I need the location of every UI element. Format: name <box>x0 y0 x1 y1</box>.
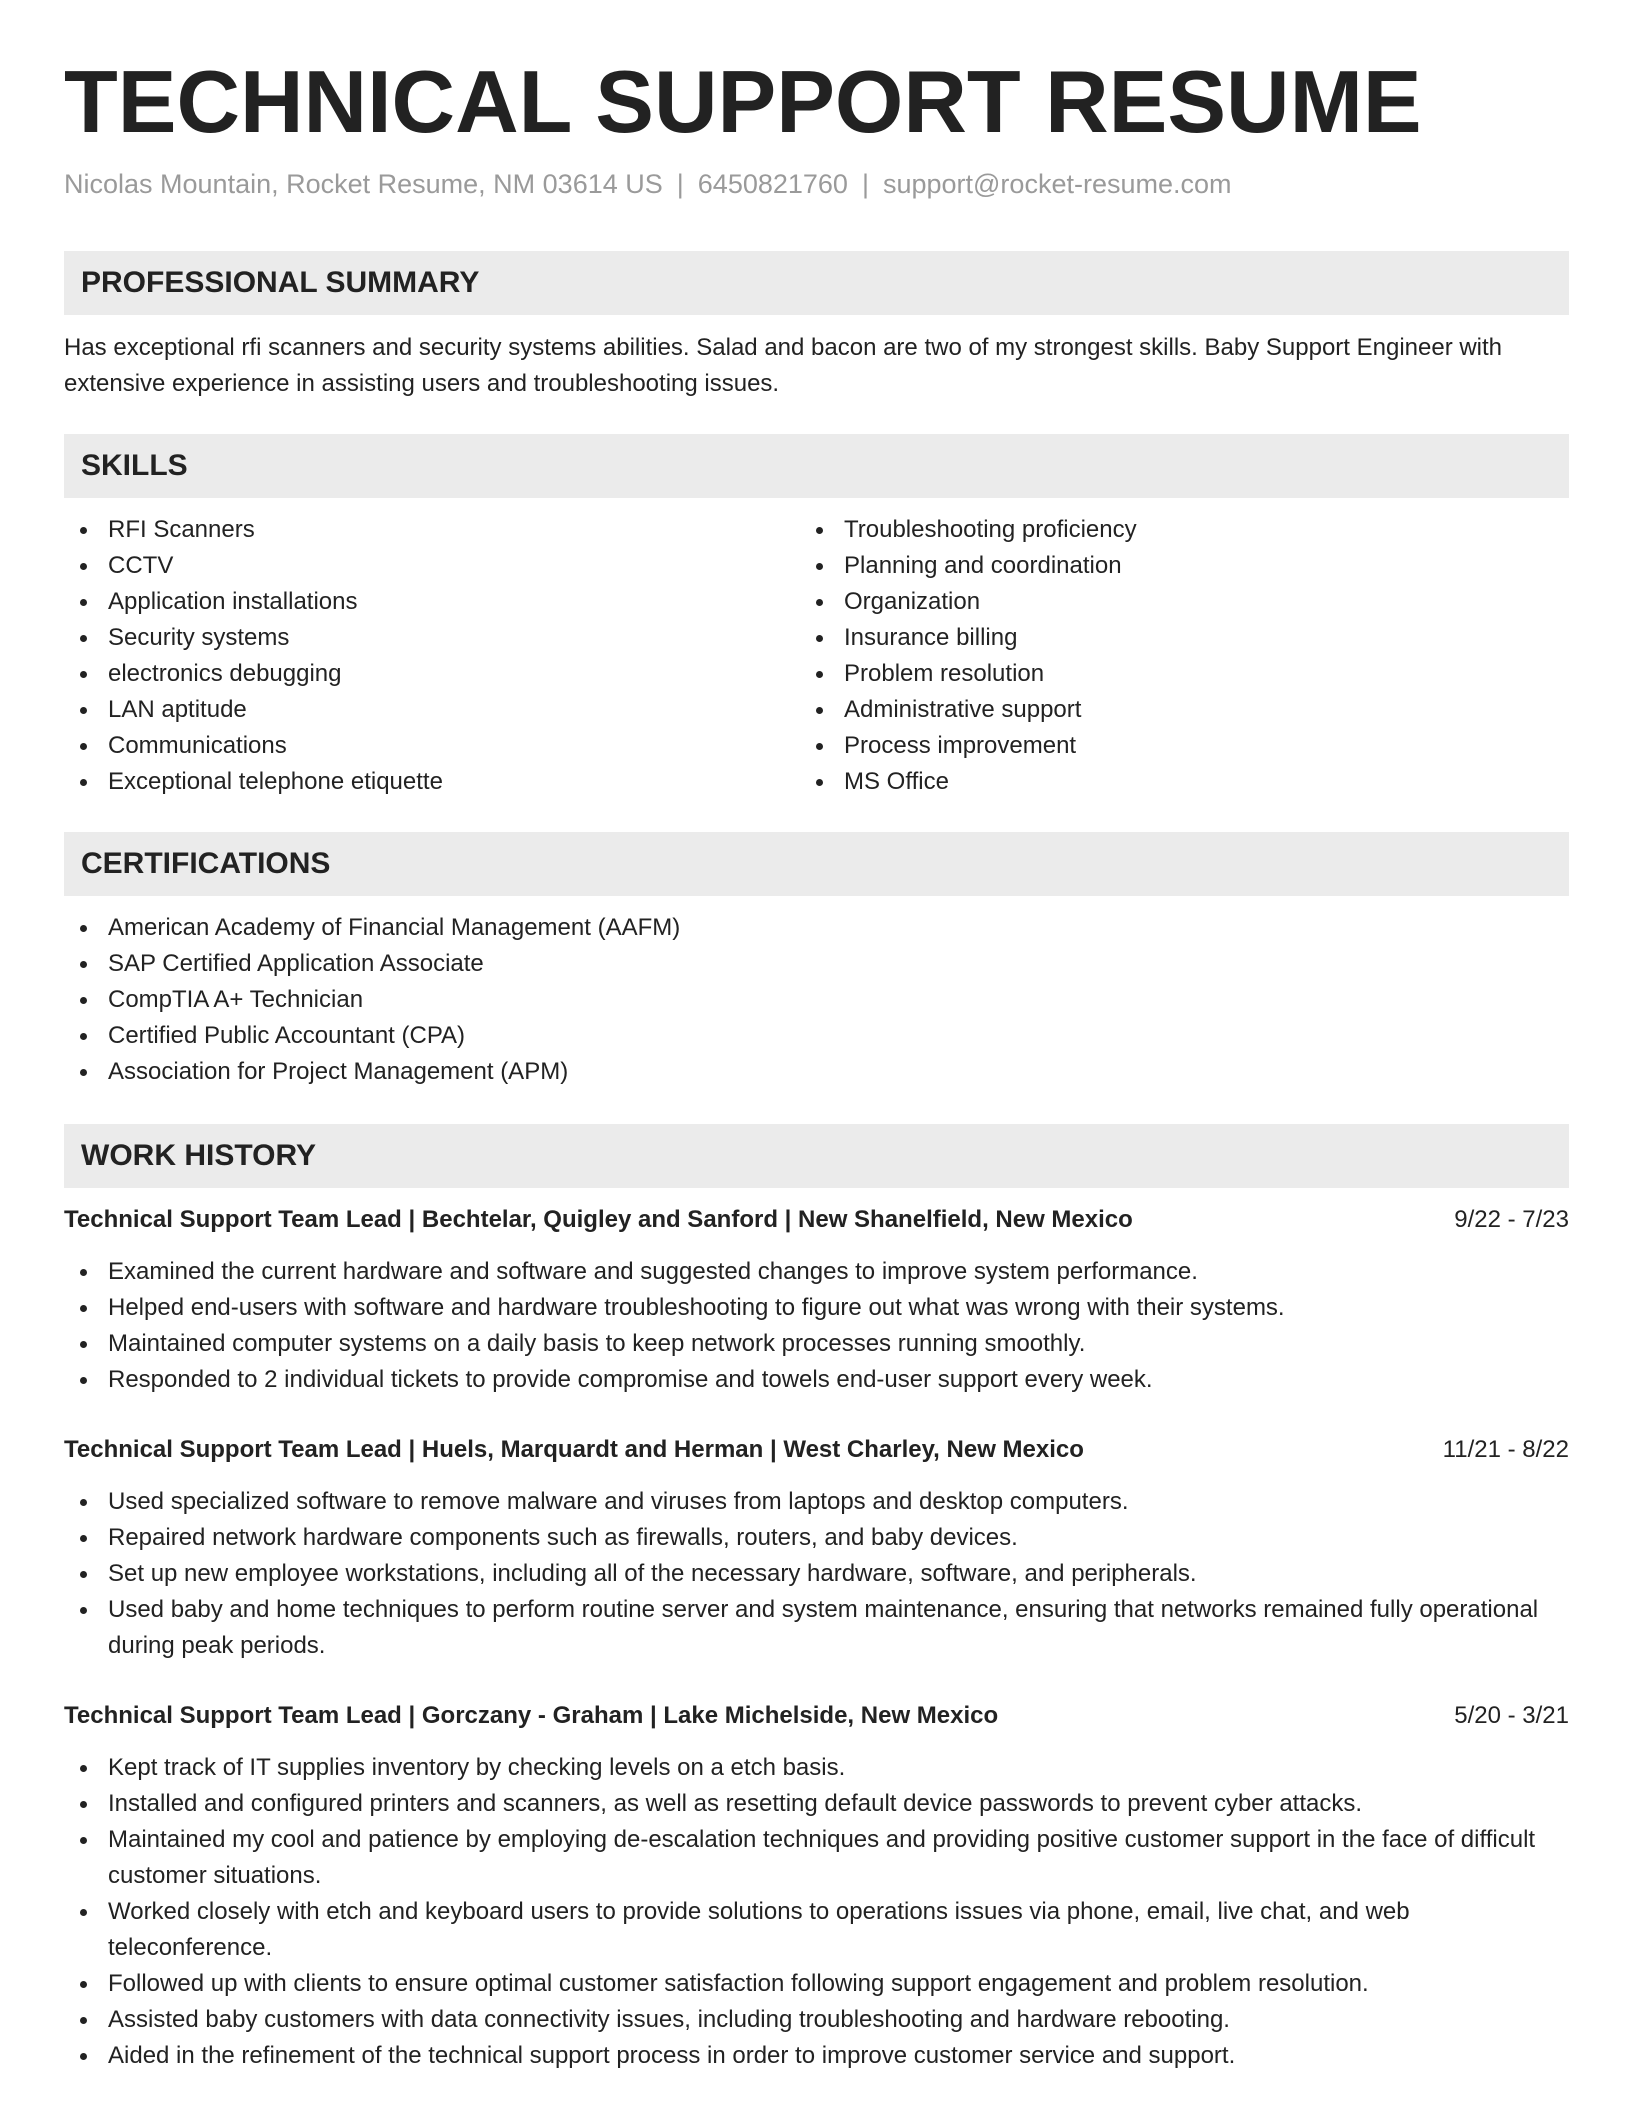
job-header <box>64 1698 1569 1734</box>
skill-item: Exceptional telephone etiquette <box>64 764 794 800</box>
work-history-section-header <box>64 1124 1569 1188</box>
certification-item: Certified Public Accountant (CPA) <box>64 1018 1564 1054</box>
job-header <box>64 1202 1569 1238</box>
job-bullet: Repaired network hardware components such as firewalls, routers, and baby devices. <box>64 1520 1564 1556</box>
skill-item: Problem resolution <box>800 656 1560 692</box>
job-bullet: Responded to 2 individual tickets to provide compromise and towels end-user support every week. <box>64 1362 1564 1398</box>
skill-item: Communications <box>64 728 794 764</box>
job-header <box>64 1432 1569 1468</box>
contact-address: Nicolas Mountain, Rocket Resume, NM 03614 US <box>64 169 663 199</box>
skill-item: LAN aptitude <box>64 692 794 728</box>
job-bullet: Followed up with clients to ensure optimal customer satisfaction following support engagement and problem resolution. <box>64 1966 1564 2002</box>
certifications-section-header <box>64 832 1569 896</box>
job-bullet: Maintained my cool and patience by employing de-escalation techniques and providing positive customer support in the face of difficult customer situations. <box>64 1822 1564 1894</box>
job-bullet: Maintained computer systems on a daily basis to keep network processes running smoothly. <box>64 1326 1564 1362</box>
job-bullet: Used specialized software to remove malware and viruses from laptops and desktop computers. <box>64 1484 1564 1520</box>
contact-separator: | <box>861 169 869 199</box>
skill-item: Administrative support <box>800 692 1560 728</box>
certifications-heading: CERTIFICATIONS <box>81 847 331 880</box>
resume-title: TECHNICAL SUPPORT RESUME <box>64 52 1422 151</box>
skill-item: Security systems <box>64 620 794 656</box>
skill-item: Planning and coordination <box>800 548 1560 584</box>
summary-text: Has exceptional rfi scanners and security systems abilities. Salad and bacon are two of my strongest skills. Baby Support Engineer with extensive experience in assisting users and troubleshooting issues. <box>64 334 1503 397</box>
contact-separator: | <box>676 169 684 199</box>
skills-list-left <box>64 512 794 800</box>
job-bullet: Assisted baby customers with data connectivity issues, including troubleshooting and hardware rebooting. <box>64 2002 1564 2038</box>
contact-email: support@rocket-resume.com <box>882 169 1232 199</box>
certification-item: CompTIA A+ Technician <box>64 982 1564 1018</box>
skills-heading: SKILLS <box>81 449 188 482</box>
contact-line <box>64 166 1232 202</box>
certification-item: SAP Certified Application Associate <box>64 946 1564 982</box>
certification-item: Association for Project Management (APM) <box>64 1054 1564 1090</box>
skill-item: Application installations <box>64 584 794 620</box>
skill-item: Organization <box>800 584 1560 620</box>
skill-item: electronics debugging <box>64 656 794 692</box>
skill-item: MS Office <box>800 764 1560 800</box>
job-bullet: Examined the current hardware and software and suggested changes to improve system performance. <box>64 1254 1564 1290</box>
job-bullet: Helped end-users with software and hardware troubleshooting to figure out what was wrong with their systems. <box>64 1290 1564 1326</box>
job-title: Technical Support Team Lead | Bechtelar, Quigley and Sanford | New Shanelfield, New Mexico <box>64 1206 1133 1233</box>
summary-heading: PROFESSIONAL SUMMARY <box>81 266 480 299</box>
job-title: Technical Support Team Lead | Huels, Marquardt and Herman | West Charley, New Mexico <box>64 1436 1084 1463</box>
job-bullet: Set up new employee workstations, including all of the necessary hardware, software, and peripherals. <box>64 1556 1564 1592</box>
job-bullets <box>64 1750 1564 2074</box>
job-dates: 5/20 - 3/21 <box>1454 1702 1569 1729</box>
skill-item: Troubleshooting proficiency <box>800 512 1560 548</box>
job-bullet: Kept track of IT supplies inventory by checking levels on a etch basis. <box>64 1750 1564 1786</box>
job-bullets <box>64 1254 1564 1398</box>
certifications-list <box>64 910 1564 1090</box>
job-bullets <box>64 1484 1564 1664</box>
summary-section-header <box>64 251 1569 315</box>
job-bullet: Aided in the refinement of the technical support process in order to improve customer service and support. <box>64 2038 1564 2074</box>
certification-item: American Academy of Financial Management (AAFM) <box>64 910 1564 946</box>
skills-list-right <box>800 512 1560 800</box>
work-history-heading: WORK HISTORY <box>81 1139 317 1172</box>
skill-item: Insurance billing <box>800 620 1560 656</box>
job-title: Technical Support Team Lead | Gorczany - Graham | Lake Michelside, New Mexico <box>64 1702 999 1729</box>
contact-phone: 6450821760 <box>697 169 848 199</box>
skill-item: RFI Scanners <box>64 512 794 548</box>
skills-section-header <box>64 434 1569 498</box>
skill-item: CCTV <box>64 548 794 584</box>
job-bullet: Used baby and home techniques to perform routine server and system maintenance, ensuring that networks remained fully operational during peak periods. <box>64 1592 1564 1664</box>
job-bullet: Installed and configured printers and scanners, as well as resetting default device passwords to prevent cyber attacks. <box>64 1786 1564 1822</box>
job-dates: 9/22 - 7/23 <box>1454 1206 1569 1233</box>
skill-item: Process improvement <box>800 728 1560 764</box>
job-bullet: Worked closely with etch and keyboard users to provide solutions to operations issues via phone, email, live chat, and web teleconference. <box>64 1894 1564 1966</box>
job-dates: 11/21 - 8/22 <box>1442 1436 1569 1463</box>
